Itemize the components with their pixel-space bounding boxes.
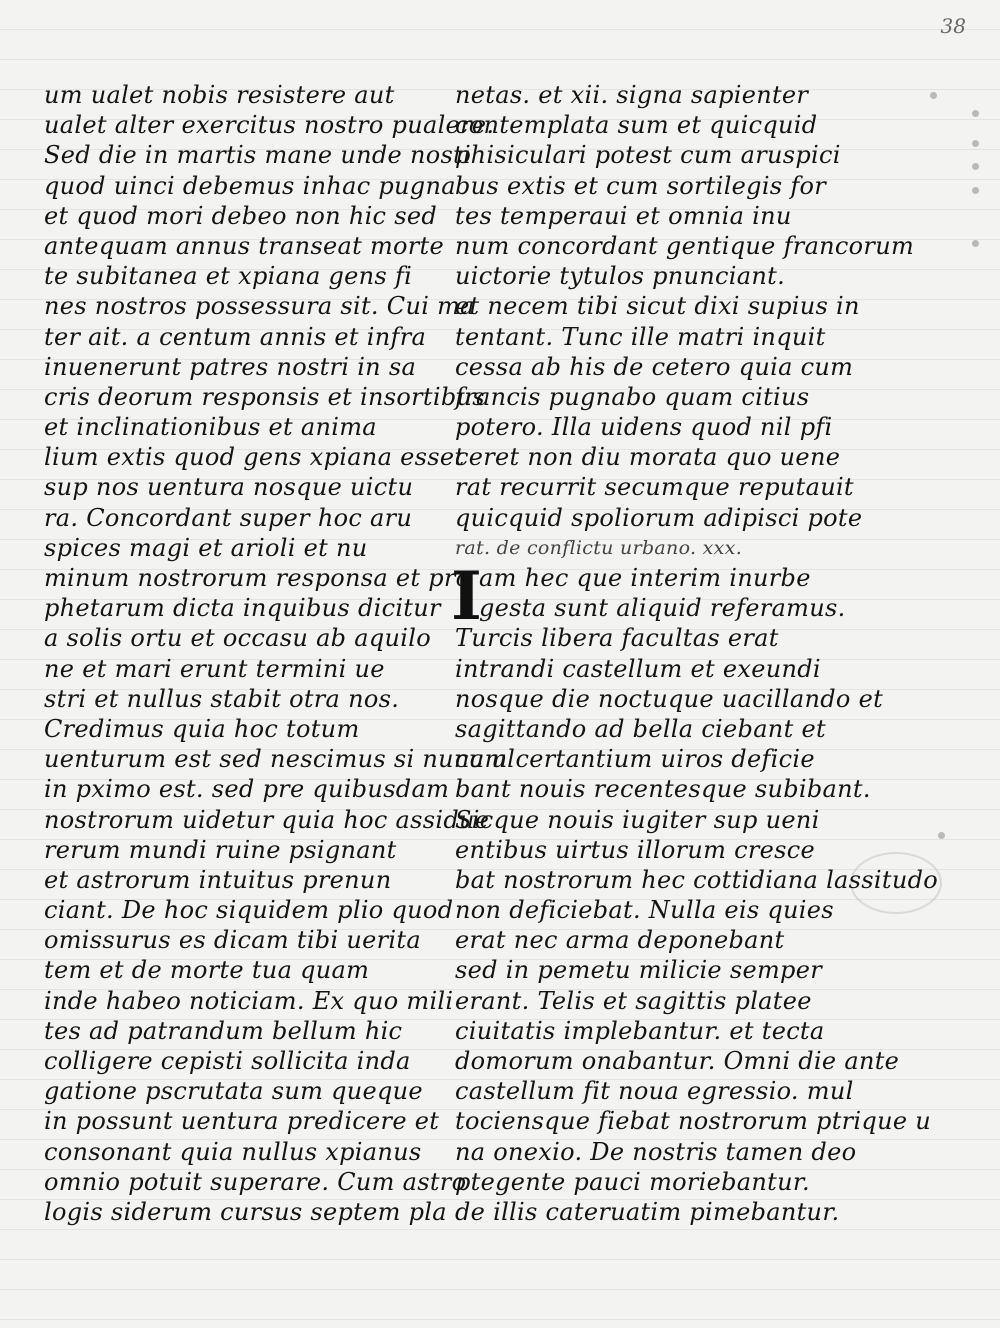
text-line: et astrorum intuitus prenun (44, 865, 392, 894)
text-line: et inclinationibus et anima (44, 413, 377, 442)
text-line: rat recurrit secumque reputauit (455, 473, 854, 502)
text-line: intrandi castellum et exeundi (455, 654, 821, 683)
text-line: quod uinci debemus inhac pugna (44, 171, 456, 200)
punch-hole (930, 92, 937, 99)
text-line: tociensque fiebat nostrorum ptrique u (455, 1107, 932, 1136)
text-line: omissurus es dicam tibi uerita (44, 926, 421, 955)
text-line: gatione pscrutata sum queque (44, 1077, 423, 1106)
text-line: netas. et xii. signa sapienter (455, 81, 809, 109)
text-line: Sed die in martis mane unde nosti (44, 141, 471, 170)
text-line: et quod mori debeo non hic sed (44, 201, 438, 230)
text-line: bat nostrorum hec cottidiana lassitudo (455, 865, 938, 894)
punch-hole (972, 140, 979, 147)
text-line: ceret non diu morata quo uene (455, 443, 841, 472)
text-line: phetarum dicta inquibus dicitur (44, 594, 441, 623)
text-line: num concordant gentique francorum (455, 231, 915, 260)
left-text-column (44, 80, 516, 1227)
text-line: te subitanea et xpiana gens fi (44, 262, 413, 291)
punch-hole (972, 110, 979, 117)
decorated-initial-letter: I (451, 557, 483, 635)
folio-number: 38 (940, 14, 966, 38)
text-line: potero. Illa uidens quod nil pfi (455, 413, 833, 442)
text-line: lium extis quod gens xpiana esset (44, 443, 465, 472)
text-line: cris deorum responsis et insortibus (44, 382, 485, 411)
text-line: rat. de conflictu urbano. xxx. (455, 536, 743, 559)
text-line: bus extis et cum sortilegis for (455, 171, 827, 200)
text-line: ciuitatis implebantur. et tecta (455, 1016, 825, 1045)
text-line: ter ait. a centum annis et infra (44, 322, 427, 351)
text-line: contemplata sum et quicquid (455, 111, 818, 140)
text-line: nosque die noctuque uacillando et (455, 684, 884, 713)
punch-hole (938, 832, 945, 839)
text-line: inde habeo noticiam. Ex quo mili (44, 986, 454, 1015)
text-line: inuenerunt patres nostri in sa (44, 352, 417, 381)
text-line: erant. Telis et sagittis platee (455, 986, 812, 1015)
text-line: tes temperaui et omnia inu (455, 201, 792, 230)
text-line: et necem tibi sicut dixi supius in (455, 292, 860, 321)
text-line: colligere cepisti sollicita inda (44, 1047, 411, 1075)
text-line: gesta sunt aliquid referamus. (479, 594, 846, 623)
text-line: in possunt uentura predicere et (44, 1107, 440, 1136)
text-line: omnio potuit superare. Cum astro (44, 1167, 467, 1196)
punch-hole (972, 163, 979, 170)
text-line: consonant quia nullus xpianus (44, 1137, 422, 1166)
text-line: quicquid spoliorum adipisci pote (455, 503, 863, 532)
text-line: nes nostros possessura sit. Cui ma (44, 292, 475, 321)
text-line: in pximo est. sed pre quibusdam (44, 775, 450, 804)
text-line: uenturum est sed nescimus si nunc ul (44, 745, 516, 774)
text-line: cum certantium uiros deficie (455, 745, 815, 774)
punch-hole (972, 240, 979, 247)
text-line: stri et nullus stabit otra nos. (44, 684, 400, 713)
text-line: tem et de morte tua quam (44, 956, 370, 985)
text-line: phisiculari potest cum aruspici (455, 141, 841, 170)
text-line: um ualet nobis resistere aut (44, 81, 395, 109)
text-line: uictorie tytulos pnunciant. (455, 262, 786, 291)
text-line: logis siderum cursus septem pla (44, 1197, 447, 1226)
text-line: rerum mundi ruine psignant (44, 835, 397, 864)
text-line: Turcis libera facultas erat (455, 624, 779, 653)
text-line: cessa ab his de cetero quia cum (455, 352, 854, 381)
text-line: spices magi et arioli et nu (44, 533, 368, 562)
text-line: ne et mari erunt termini ue (44, 654, 385, 683)
text-line: Sicque nouis iugiter sup ueni (455, 805, 820, 834)
text-line: Credimus quia hoc totum (44, 714, 360, 743)
text-line: non deficiebat. Nulla eis quies (455, 896, 834, 925)
text-line: castellum fit noua egressio. mul (455, 1077, 854, 1106)
text-line: francis pugnabo quam citius (455, 382, 810, 411)
text-line: sup nos uentura nosque uictu (44, 473, 414, 502)
text-line: minum nostrorum responsa et pro (44, 564, 471, 592)
text-line: entibus uirtus illorum cresce (455, 835, 815, 864)
text-line: erat nec arma deponebant (455, 926, 785, 955)
text-line: antequam annus transeat morte (44, 231, 444, 260)
text-line: ualet alter exercitus nostro pualere. (44, 111, 495, 140)
text-line: sagittando ad bella ciebant et (455, 714, 826, 743)
text-line: tentant. Tunc ille matri inquit (455, 322, 826, 351)
text-line: am hec que interim inurbe (479, 564, 811, 592)
text-line: bant nouis recentesque subibant. (455, 775, 871, 804)
text-line: ptegente pauci moriebantur. (455, 1167, 810, 1196)
text-line: ra. Concordant super hoc aru (44, 503, 413, 532)
text-line: ciant. De hoc siquidem plio quod (44, 896, 454, 925)
text-line: na onexio. De nostris tamen deo (455, 1137, 857, 1166)
right-text-column (451, 80, 938, 1227)
text-line: a solis ortu et occasu ab aquilo (44, 624, 432, 653)
text-line: tes ad patrandum bellum hic (44, 1016, 403, 1045)
text-line: sed in pemetu milicie semper (455, 956, 822, 985)
text-line: de illis cateruatim pimebantur. (455, 1197, 840, 1226)
text-line: domorum onabantur. Omni die ante (455, 1047, 900, 1075)
text-line: nostrorum uidetur quia hoc assidue (44, 805, 490, 834)
punch-hole (972, 187, 979, 194)
decorated-initial-block (451, 557, 938, 1227)
